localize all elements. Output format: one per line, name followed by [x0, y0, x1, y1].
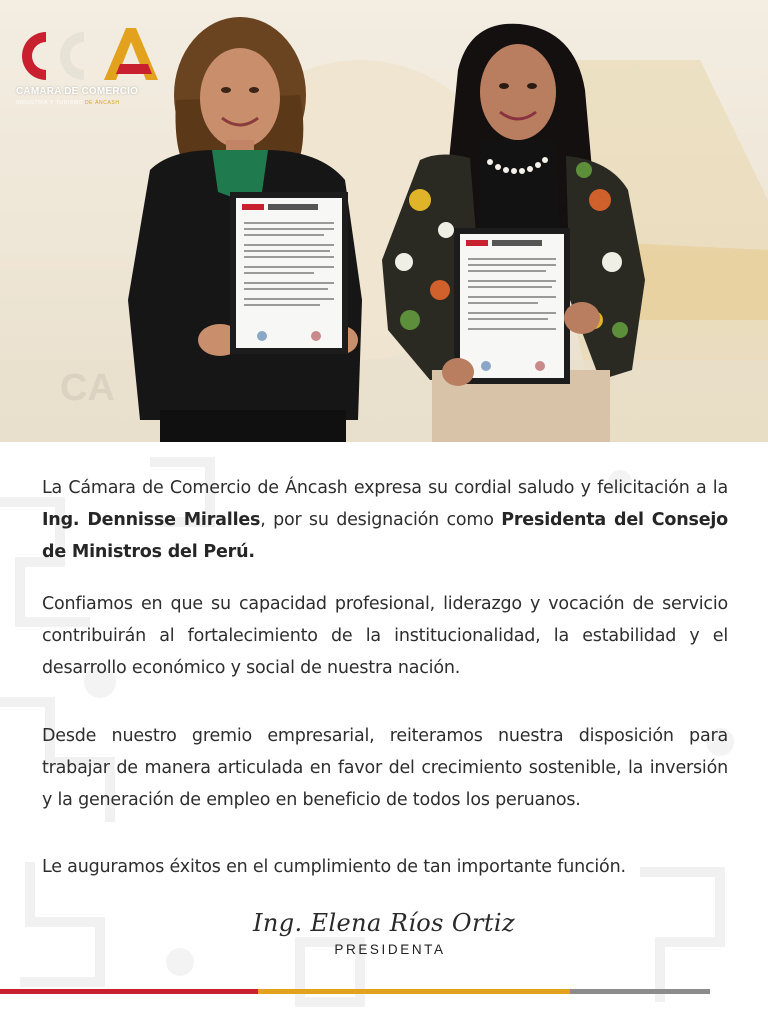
letter-body	[0, 442, 768, 1024]
honoree-name: Ing. Dennisse Miralles	[42, 510, 261, 530]
paragraph-wishes: Le auguramos éxitos en el cumplimiento de tan importante función.	[42, 857, 626, 877]
paragraph-commitment: Desde nuestro gremio empresarial, reiteramos nuestra disposición para trabajar de manera articulada en favor del crecimiento sostenible, la inversión y la generación de empleo en beneficio de todos los peruanos.	[42, 726, 728, 810]
chamber-name: CÁMARA DE COMERCIO	[16, 86, 139, 97]
paragraph-greeting: La Cámara de Comercio de Áncash expresa su cordial saludo y felicitación a la Ing. Dennisse Miralles, por su designación como Presidenta del Consejo de Ministros del Perú.	[42, 478, 729, 562]
cca-logo-icon	[12, 24, 162, 86]
appointment-title: Presidenta del Consejo de Ministros del Perú.	[42, 510, 729, 562]
signature-name: Ing. Elena Ríos Ortiz	[252, 909, 515, 937]
paragraph-confidence: Confiamos en que su capacidad profesional, liderazgo y vocación de servicio contribuirán al fortalecimiento de la institucionalidad, la estabilidad y el desarrollo económico y social de nuestra nación.	[42, 594, 728, 678]
chamber-logo	[12, 24, 162, 114]
chamber-subtitle: INDUSTRIA Y TURISMO DE ÁNCASH	[16, 100, 120, 106]
brand-bar-gold	[258, 989, 570, 994]
brand-bar-gray	[570, 989, 710, 994]
svg-text:CA: CA	[60, 367, 115, 409]
signature-role: PRESIDENTA	[334, 942, 446, 957]
header-photo	[0, 0, 768, 442]
brand-bar-red	[0, 989, 258, 994]
